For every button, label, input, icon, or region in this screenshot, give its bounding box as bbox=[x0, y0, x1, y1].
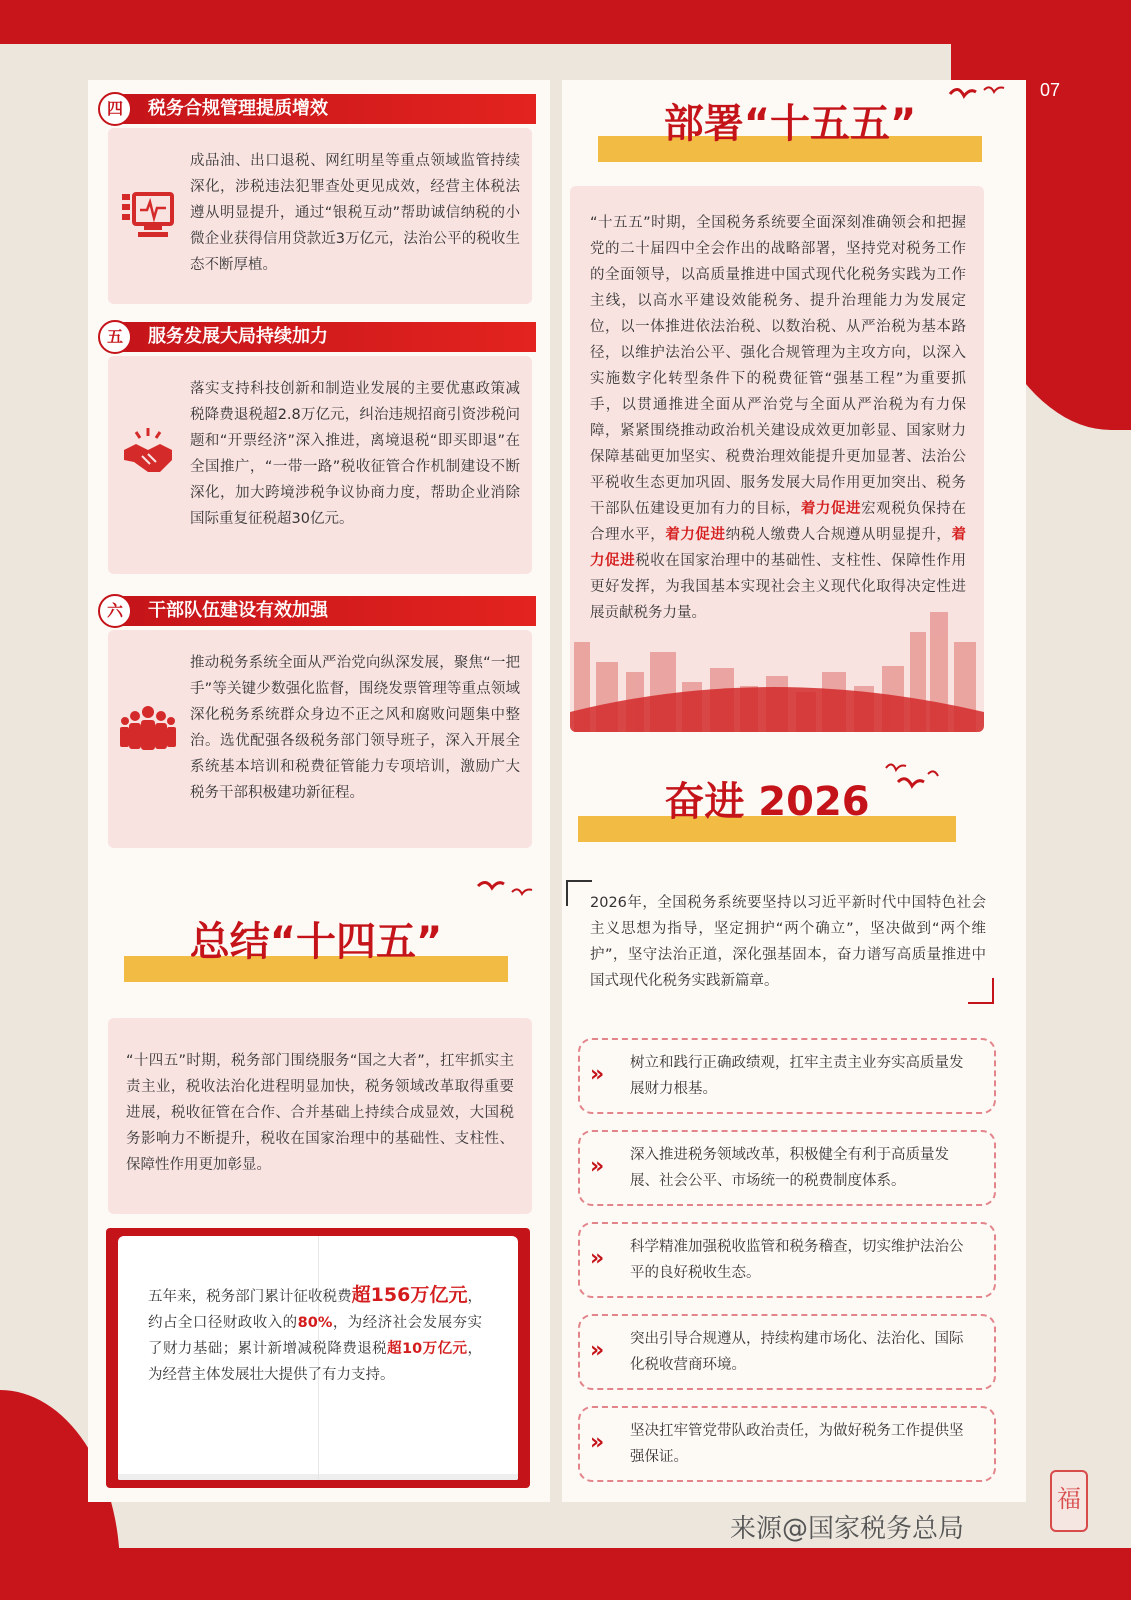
deploy-highlight: 着力促进 bbox=[800, 501, 862, 517]
section-card-4 bbox=[108, 128, 532, 304]
book-highlight: 80% bbox=[297, 1315, 333, 1331]
book-text-part: 五年来，税务部门累计征收税费 bbox=[148, 1289, 352, 1305]
list-item-text: 科学精准加强税收监管和税务稽查，切实维护法治公平的良好税收生态。 bbox=[630, 1239, 964, 1281]
city-skyline-illustration bbox=[570, 602, 984, 732]
computer-monitor-icon bbox=[120, 188, 176, 244]
deploy-text-part: 纳税人缴费人合规遵从明显提升， bbox=[725, 527, 952, 543]
deploy-heading: 部署“十五五” bbox=[663, 101, 917, 147]
deploy-text bbox=[590, 210, 966, 626]
book-text-part: ，约占全口径财政收入的 bbox=[148, 1289, 482, 1331]
forward-intro: 2026年，全国税务系统要坚持以习近平新时代中国特色社会主义思想为指导，坚定拥护“两个确立”，坚决做到“两个维护”，坚守法治正道，深化强基固本，奋力谱写高质量推进中国式现代化税务实践新篇章。 bbox=[590, 895, 986, 989]
section-header-6 bbox=[108, 596, 536, 626]
section-number: 六 bbox=[98, 594, 132, 628]
source-caption: 来源@国家税务总局 bbox=[730, 1514, 965, 1544]
right-column bbox=[562, 80, 1026, 1502]
bottom-red-band bbox=[0, 1560, 1131, 1600]
book-text bbox=[148, 1282, 482, 1388]
chevron-right-icon: » bbox=[590, 1338, 599, 1363]
section-text: 推动税务系统全面从严治党向纵深发展，聚焦“一把手”等关键少数强化监督，围绕发票管理等重点领域深化税务系统群众身边不正之风和腐败问题集中整治。选优配强各级税务部门领导班子，深入开展全系统基本培训和税费征管能力专项培训，激励广大税务干部积极建功新征程。 bbox=[190, 655, 520, 801]
chevron-right-icon: » bbox=[590, 1062, 599, 1087]
people-group-icon bbox=[120, 702, 176, 758]
summary-card bbox=[108, 1018, 532, 1214]
list-item bbox=[578, 1222, 996, 1298]
deploy-text-part: 宏观税负保持在合理水平， bbox=[590, 501, 966, 543]
section-number: 四 bbox=[98, 92, 132, 126]
section-title: 干部队伍建设有效加强 bbox=[148, 600, 328, 621]
deploy-card bbox=[570, 186, 984, 732]
list-item-text: 树立和践行正确政绩观，扛牢主责主业夯实高质量发展财力根基。 bbox=[630, 1055, 964, 1097]
corner-bracket bbox=[566, 880, 592, 906]
chevron-right-icon: » bbox=[590, 1430, 599, 1455]
section-text: 落实支持科技创新和制造业发展的主要优惠政策减税降费退税超2.8万亿元，纠治违规招商引资涉税问题和“开票经济”深入推进，离境退税“即买即退”在全国推广，“一带一路”税收征管合作机制建设不断深化，加大跨境涉税争议协商力度，帮助企业消除国际重复征税超30亿元。 bbox=[190, 381, 520, 527]
chevron-right-icon: » bbox=[590, 1246, 599, 1271]
section-header-4 bbox=[108, 94, 536, 124]
book-highlight: 超156万亿元 bbox=[351, 1284, 468, 1306]
chevron-right-icon: » bbox=[590, 1154, 599, 1179]
deploy-highlight: 着力促进 bbox=[665, 527, 726, 543]
list-item-text: 坚决扛牢管党带队政治责任，为做好税务工作提供坚强保证。 bbox=[630, 1423, 964, 1465]
forward-heading: 奋进 2026 bbox=[664, 779, 870, 825]
page-number: 07 bbox=[1040, 80, 1061, 100]
birds-icon bbox=[476, 876, 536, 906]
list-item bbox=[578, 1038, 996, 1114]
section-title: 税务合规管理提质增效 bbox=[148, 98, 328, 119]
section-title: 服务发展大局持续加力 bbox=[148, 326, 328, 347]
section-text: 成品油、出口退税、网红明星等重点领域监管持续深化，涉税违法犯罪查处更见成效，经营主体税法遵从明显提升，通过“银税互动”帮助诚信纳税的小微企业获得信用贷款近3万亿元，法治公平的税收生态不断厚植。 bbox=[190, 153, 520, 273]
handshake-icon bbox=[120, 426, 176, 482]
section-number: 五 bbox=[98, 320, 132, 354]
book-pages bbox=[118, 1236, 518, 1480]
seal-stamp: 福 bbox=[1050, 1470, 1088, 1532]
deploy-highlight: 着力促进 bbox=[590, 527, 966, 569]
section-header-5 bbox=[108, 322, 536, 352]
list-item bbox=[578, 1314, 996, 1390]
book-highlight: 超10万亿元 bbox=[387, 1341, 468, 1357]
list-item-text: 突出引导合规遵从，持续构建市场化、法治化、国际化税收营商环境。 bbox=[630, 1331, 964, 1373]
book-text-part: ，为经营主体发展壮大提供了有力支持。 bbox=[148, 1341, 482, 1383]
summary-heading: 总结“十四五” bbox=[189, 919, 443, 965]
deploy-text-part: 税收在国家治理中的基础性、支柱性、保障性作用更好发挥，为我国基本实现社会主义现代化取得决定性进展贡献税务力量。 bbox=[590, 553, 966, 621]
section-card-6 bbox=[108, 630, 532, 848]
left-column bbox=[88, 80, 550, 1502]
deploy-text-part: “十五五”时期，全国税务系统要全面深刻准确领会和把握党的二十届四中全会作出的战略部署，坚持党对税务工作的全面领导，以高质量推进中国式现代化税务实践为工作主线，以高水平建设效能税务、提升治理能力为发展定位，以一体推进依法治税、以数治税、从严治税为基本路径，以维护法治公平、强化合规管理为主攻方向，以深入实施数字化转型条件下的税费征管“强基工程”为重要抓手，以贯通推进全面从严治党与全面从严治税为有力保障，紧紧围绕推动政治机关建设成效更加彰显、国家财力保障基础更加坚实、税费治理效能提升更加显著、法治公平税收生态更加巩固、服务发展大局作用更加突出、税务干部队伍建设更加有力的目标， bbox=[590, 215, 966, 517]
summary-text: “十四五”时期，税务部门围绕服务“国之大者”，扛牢抓实主责主业，税收法治化进程明显加快，税务领域改革取得重要进展，税收征管在合作、合并基础上持续合成显效，大国税务影响力不断提升，税收在国家治理中的基础性、支柱性、保障性作用更加彰显。 bbox=[126, 1053, 514, 1173]
book-text-part: ，为经济社会发展夯实了财力基础；累计新增减税降费退税 bbox=[148, 1315, 482, 1357]
list-item bbox=[578, 1130, 996, 1206]
section-card-5 bbox=[108, 356, 532, 574]
list-item-text: 深入推进税务领域改革，积极健全有利于高质量发展、社会公平、市场统一的税费制度体系。 bbox=[630, 1147, 949, 1189]
list-item bbox=[578, 1406, 996, 1482]
